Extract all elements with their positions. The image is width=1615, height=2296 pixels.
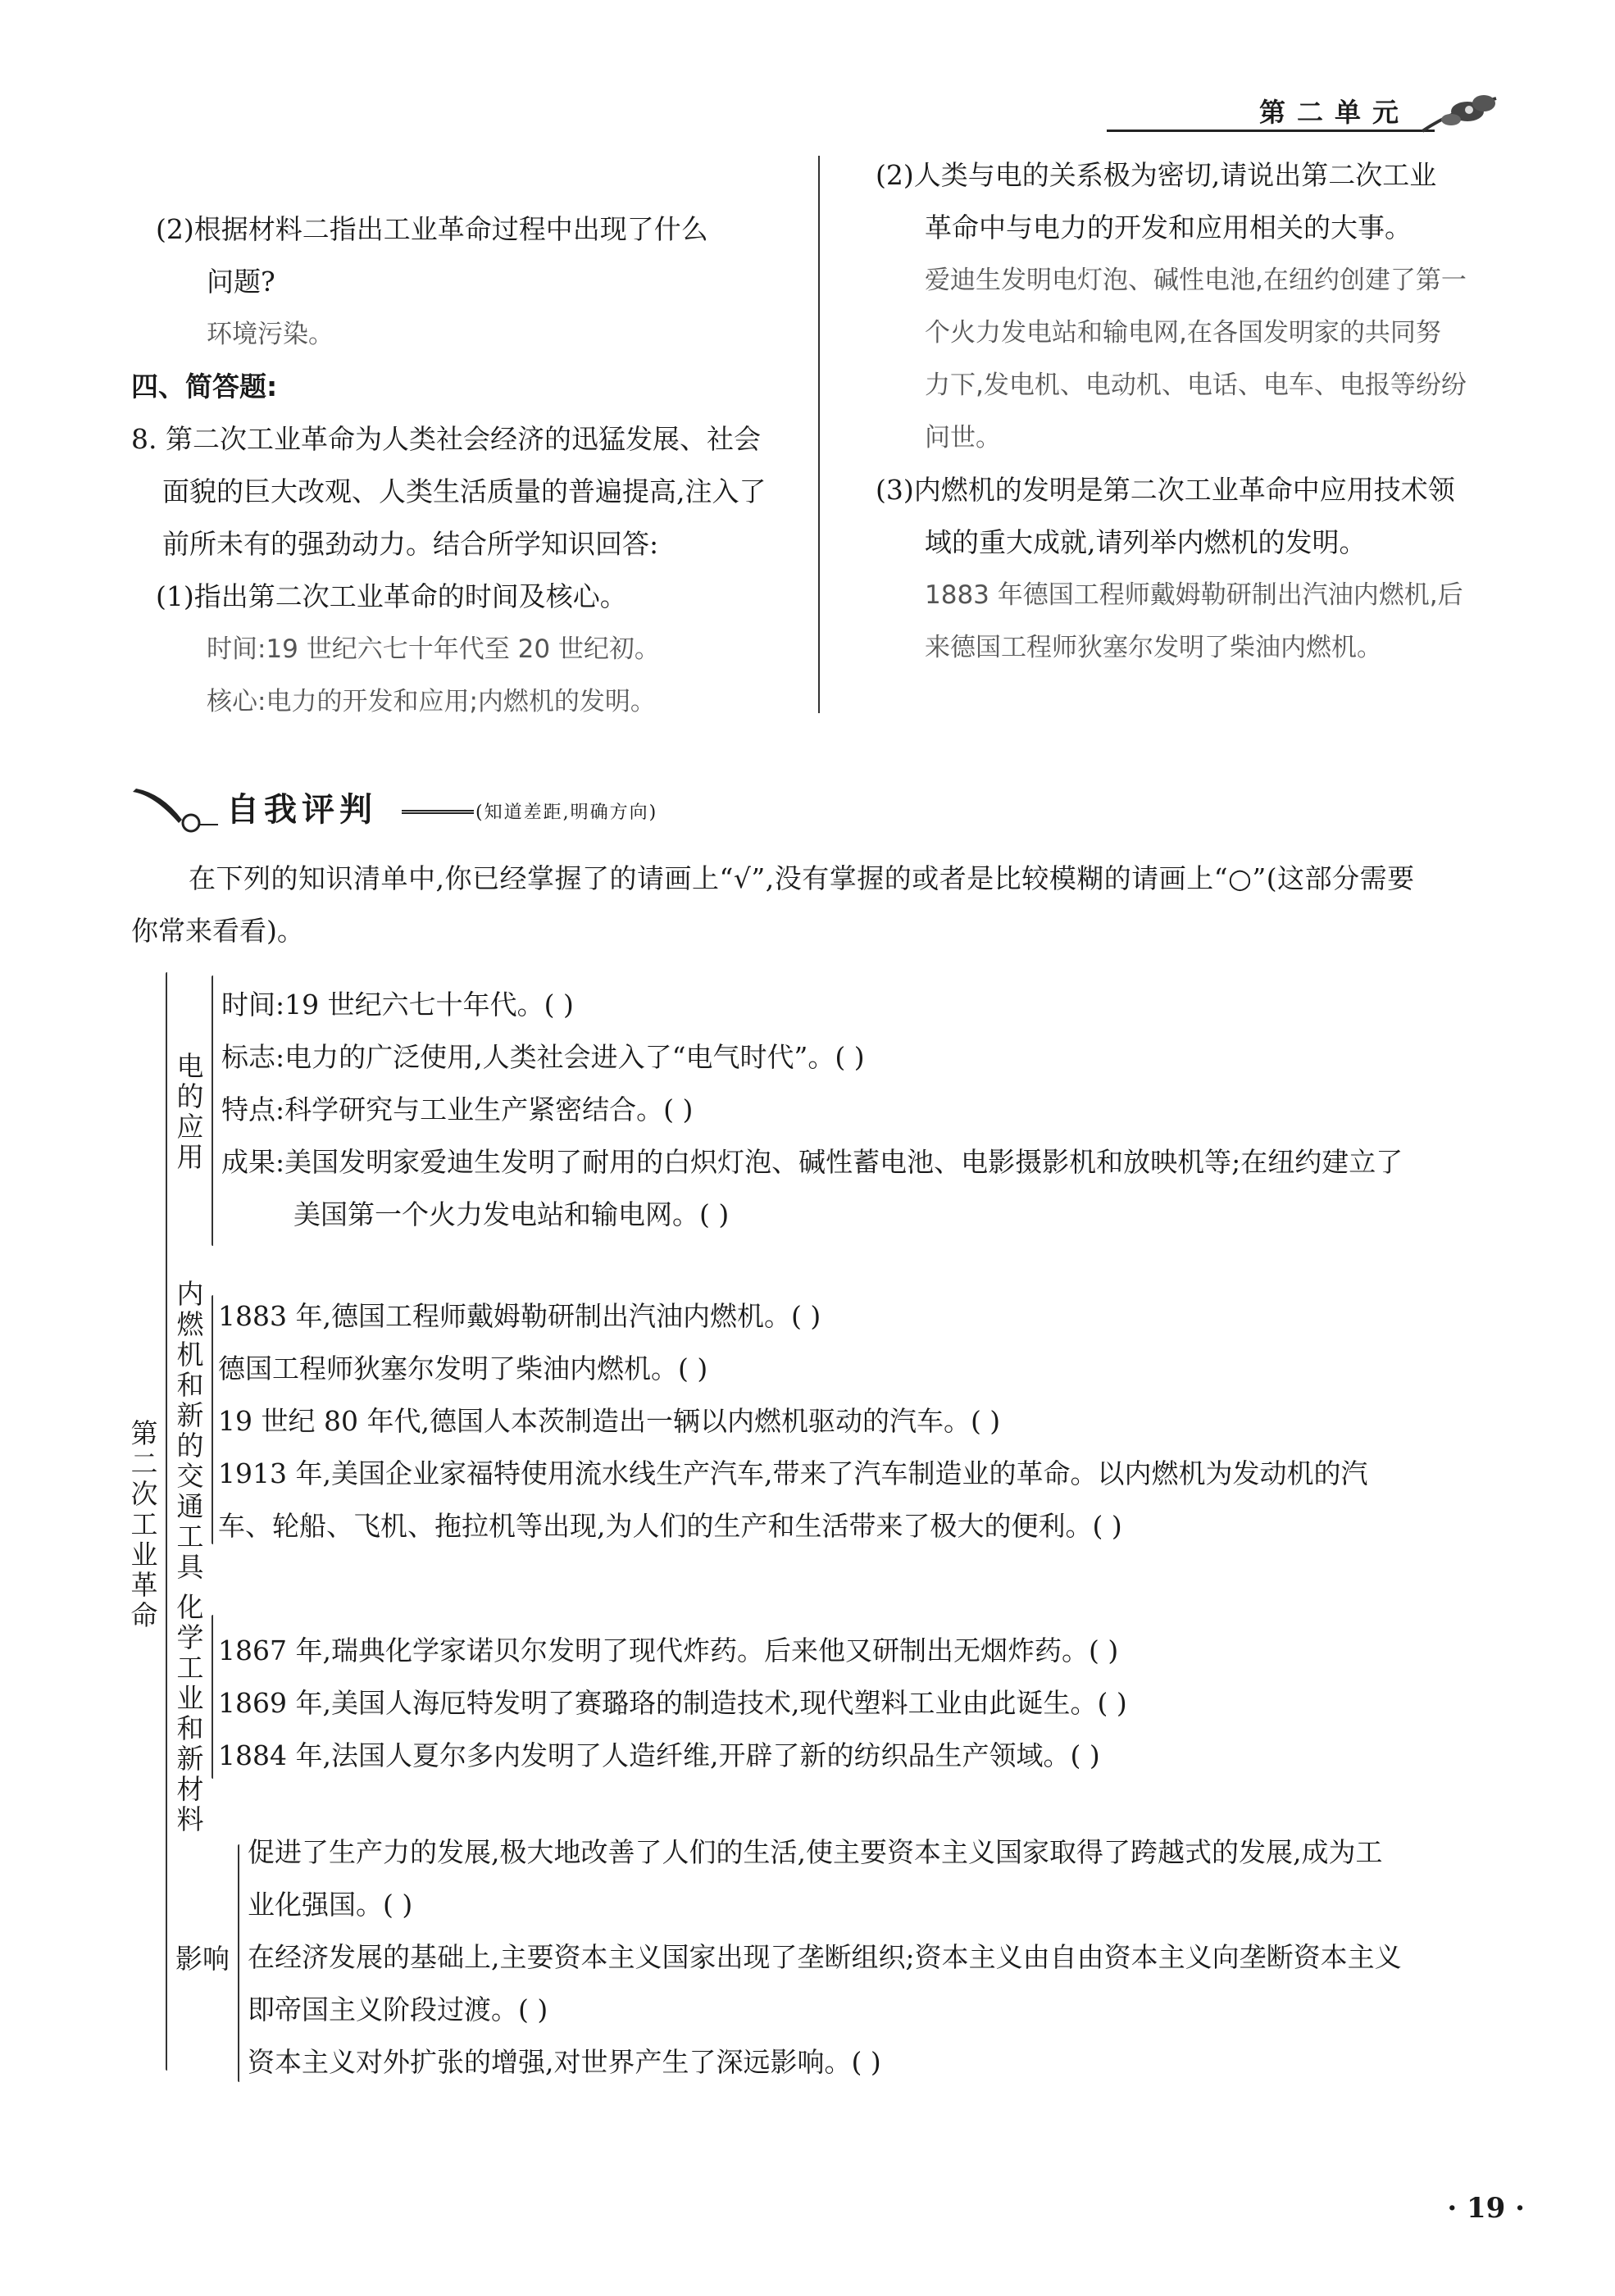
electricity-items <box>221 979 1403 1241</box>
impact-item-5: 资本主义对外扩张的增强,对世界产生了深远影响。( ) <box>248 2046 881 2078</box>
main-label: 第二次工业革命 <box>130 1417 158 1631</box>
right-question-2-line1: (2)人类与电的关系极为密切,请说出第二次工业 <box>876 159 1437 191</box>
self-eval-instruction <box>131 852 1541 957</box>
question-8-line2: 面貌的巨大改观、人类生活质量的普遍提高,注入了 <box>162 475 767 507</box>
engine-item-2: 德国工程师狄塞尔发明了柴油内燃机。( ) <box>218 1353 708 1384</box>
question-8-line1: 8. 第二次工业革命为人类社会经济的迅猛发展、社会 <box>131 423 761 455</box>
chemistry-item-1: 1867 年,瑞典化学家诺贝尔发明了现代炸药。后来他又研制出无烟炸药。( ) <box>218 1634 1119 1666</box>
impact-items <box>248 1826 1402 2089</box>
chemistry-label: 化学工业和新材料 <box>176 1591 204 1835</box>
page-number: · 19 · <box>1447 2192 1525 2225</box>
engine-item-5: 车、轮船、飞机、拖拉机等出现,为人们的生产和生活带来了极大的便利。( ) <box>218 1510 1122 1542</box>
self-eval-subtitle: (知道差距,明确方向) <box>475 802 658 823</box>
self-eval-header <box>130 779 785 836</box>
impact-item-4: 即帝国主义阶段过渡。( ) <box>248 1994 548 2025</box>
engine-item-3: 19 世纪 80 年代,德国人本茨制造出一辆以内燃机驱动的汽车。( ) <box>218 1405 1001 1437</box>
header-underline <box>1107 130 1435 132</box>
right-question-3-answer1: 1883 年德国工程师戴姆勒研制出汽油内燃机,后 <box>925 580 1463 610</box>
chemistry-brace <box>212 1615 213 1779</box>
header-bar <box>1107 92 1500 128</box>
main-brace <box>166 972 167 2071</box>
engine-item-1: 1883 年,德国工程师戴姆勒研制出汽油内燃机。( ) <box>218 1300 821 1332</box>
flower-ornament-icon <box>1418 87 1500 139</box>
instruction-line2: 你常来看看)。 <box>131 915 304 947</box>
column-divider <box>818 156 820 713</box>
right-question-2-answer3: 力下,发电机、电动机、电话、电车、电报等纷纷 <box>925 371 1467 400</box>
impact-brace <box>238 1844 239 2082</box>
engine-label: 内燃机和新的交通工具 <box>176 1278 204 1583</box>
chemistry-items <box>218 1625 1127 1782</box>
right-question-3-answer2: 来德国工程师狄塞尔发明了柴油内燃机。 <box>925 633 1382 662</box>
engine-brace <box>212 1295 213 1544</box>
electricity-item-1: 时间:19 世纪六七十年代。( ) <box>221 989 574 1021</box>
electricity-item-4: 成果:美国发明家爱迪生发明了耐用的白炽灯泡、碱性蓄电池、电影摄影机和放映机等;在纽约建立了 <box>221 1146 1403 1178</box>
right-column <box>876 149 1540 674</box>
electricity-label: 电的应用 <box>176 1050 204 1173</box>
question-2-line2: 问题? <box>207 266 275 298</box>
engine-item-4: 1913 年,美国企业家福特使用流水线生产汽车,带来了汽车制造业的革命。以内燃机为发动机的汽 <box>218 1457 1368 1489</box>
electricity-item-5: 美国第一个火力发电站和输电网。( ) <box>293 1198 730 1230</box>
instruction-line1: 在下列的知识清单中,你已经掌握了的请画上“√”,没有掌握的或者是比较模糊的请画上“○”(这部分需要 <box>189 862 1415 894</box>
self-eval-title-rule <box>402 810 474 814</box>
right-question-3-line1: (3)内燃机的发明是第二次工业革命中应用技术领 <box>876 474 1455 506</box>
question-2-line1: (2)根据材料二指出工业革命过程中出现了什么 <box>156 213 708 245</box>
right-question-2-answer1: 爱迪生发明电灯泡、碱性电池,在纽约创建了第一 <box>925 266 1467 295</box>
right-question-2-answer4: 问世。 <box>925 423 1001 452</box>
chemistry-item-2: 1869 年,美国人海厄特发明了赛璐珞的制造技术,现代塑料工业由此诞生。( ) <box>218 1687 1127 1719</box>
unit-title: 第二单元 <box>1258 97 1410 128</box>
left-column <box>131 203 803 728</box>
impact-item-2: 业化强国。( ) <box>248 1889 413 1921</box>
chemistry-item-3: 1884 年,法国人夏尔多内发明了人造纤维,开辟了新的纺织品生产领域。( ) <box>218 1739 1100 1771</box>
electricity-item-3: 特点:科学研究与工业生产紧密结合。( ) <box>221 1093 694 1125</box>
impact-item-1: 促进了生产力的发展,极大地改善了人们的生活,使主要资本主义国家取得了跨越式的发展,成为工 <box>248 1836 1383 1868</box>
right-question-2-answer2: 个火力发电站和输电网,在各国发明家的共同努 <box>925 318 1441 348</box>
question-8-sub1: (1)指出第二次工业革命的时间及核心。 <box>156 580 627 612</box>
electricity-item-2: 标志:电力的广泛使用,人类社会进入了“电气时代”。( ) <box>221 1041 865 1073</box>
section-title: 四、简答题: <box>131 371 278 402</box>
impact-label: 影响 <box>175 1943 230 1975</box>
swoosh-icon <box>130 784 220 833</box>
question-2-answer: 环境污染。 <box>207 320 334 349</box>
question-8-line3: 前所未有的强劲动力。结合所学知识回答: <box>162 528 659 560</box>
electricity-brace <box>212 975 213 1246</box>
question-8-sub1-answer1: 时间:19 世纪六七十年代至 20 世纪初。 <box>207 634 660 664</box>
question-8-sub1-answer2: 核心:电力的开发和应用;内燃机的发明。 <box>207 687 656 716</box>
self-eval-title: 自我评判 <box>226 791 377 829</box>
right-question-2-line2: 革命中与电力的开发和应用相关的大事。 <box>925 211 1412 243</box>
engine-items <box>218 1290 1367 1553</box>
right-question-3-line2: 域的重大成就,请列举内燃机的发明。 <box>925 526 1367 558</box>
impact-item-3: 在经济发展的基础上,主要资本主义国家出现了垄断组织;资本主义由自由资本主义向垄断资本主义 <box>248 1941 1402 1973</box>
